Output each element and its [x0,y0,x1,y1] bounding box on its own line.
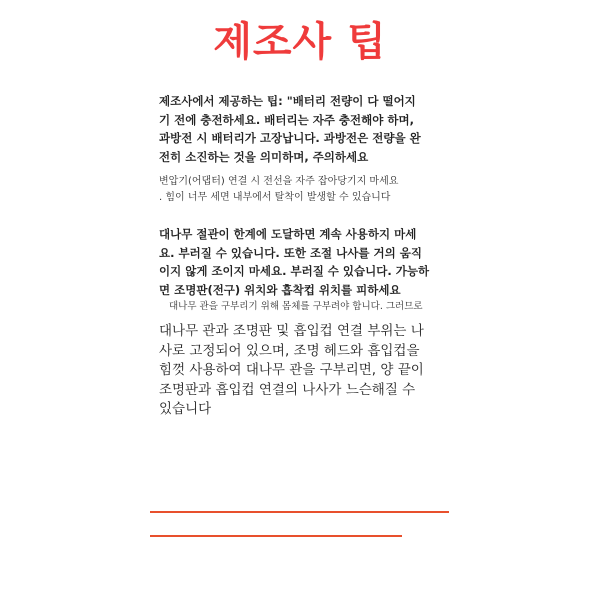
adapter-tip-paragraph: 변압기(어댑터) 연결 시 전선을 자주 잡아당기지 마세요 . 힘이 너무 세면 내부에서 탈착이 발생할 수 있습니다 [159,176,399,203]
screw-connection-tip-paragraph: 대나무 관과 조명판 및 흡입컵 연결 부위는 나 사로 고정되어 있으며, 조명 헤드와 흡입컵을 힘껏 사용하여 대나무 관을 구부리면, 양 끝이 조명판과 흡입컵 연결의 나사가 느슨해질 수 있습니다 [159,323,424,417]
bamboo-joint-tip-paragraph: 대나무 절관이 한계에 도달하면 계속 사용하지 마세 요. 부러질 수 있습니다. 또한 조절 나사를 거의 움직 이지 않게 조이지 마세요. 부러질 수 있습니다. 가능하 면 조명판(전구) 위치와 흡착컵 위치를 피하세요 [159,227,430,297]
battery-tip-paragraph: 제조사에서 제공하는 팁: "배터리 전량이 다 떨어지 기 전에 충전하세요. 배터리는 자주 충전해야 하며, 과방전 시 배터리가 고장납니다. 과방전은 전량을 완 전히 소진하는 것을 의미하며, 주의하세요 [159,94,421,164]
page-title: 제조사 팁 [213,19,387,65]
divider-line [150,511,449,513]
manufacturer-tips-card [150,0,450,600]
divider-line-short [150,535,402,537]
bending-note-paragraph: 대나무 관을 구부리기 위해 몸체를 구부려야 합니다. 그러므로 [169,301,423,312]
